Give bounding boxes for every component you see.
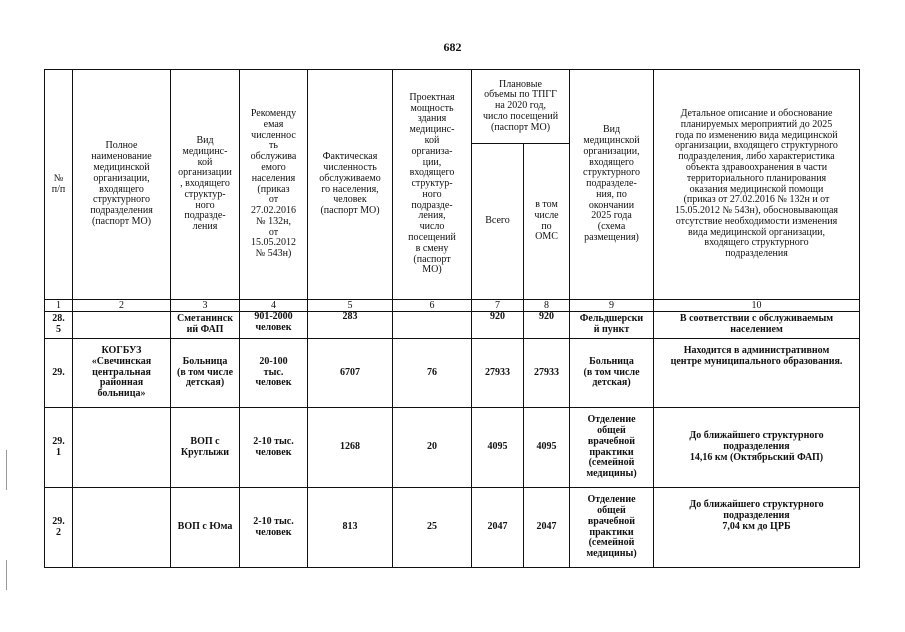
row-recommended-population: 2-10 тыс. человек [240, 488, 308, 568]
header-cell-planned-volumes: Плановые объемы по ТПГГ на 2020 год, число посещений (паспорт МО) [472, 70, 570, 144]
header-row [45, 70, 860, 144]
column-number-row [45, 300, 860, 312]
row-org-name [73, 488, 171, 568]
row-description: Находится в административном центре муниципального образования. [654, 339, 860, 408]
header-cell-org-type: Вид медицинс- кой организации , входящего структур- ного подразде- ления [171, 70, 240, 300]
row-org-name [73, 408, 171, 488]
row-actual-population: 283 [308, 312, 393, 339]
row-total: 4095 [472, 408, 524, 488]
row-design-capacity: 25 [393, 488, 472, 568]
row-total: 2047 [472, 488, 524, 568]
row-recommended-population: 901-2000 человек [240, 312, 308, 339]
row-total: 920 [472, 312, 524, 339]
scan-edge-mark [6, 450, 7, 490]
row-recommended-population: 20-100 тыс. человек [240, 339, 308, 408]
row-design-capacity [393, 312, 472, 339]
table-row [45, 312, 860, 339]
row-oms: 2047 [524, 488, 570, 568]
row-recommended-population: 2-10 тыс. человек [240, 408, 308, 488]
column-number: 5 [308, 300, 393, 312]
header-cell-oms: в том числе по ОМС [524, 144, 570, 300]
column-number: 9 [570, 300, 654, 312]
row-total: 27933 [472, 339, 524, 408]
row-description: В соответствии с обслуживаемым населением [654, 312, 860, 339]
column-number: 10 [654, 300, 860, 312]
row-type-2025: Больница (в том числе детская) [570, 339, 654, 408]
column-number: 4 [240, 300, 308, 312]
row-actual-population: 1268 [308, 408, 393, 488]
row-type-2025: Фельдшерски й пункт [570, 312, 654, 339]
header-cell-number: № п/п [45, 70, 73, 300]
row-org-name [73, 312, 171, 339]
row-org-name: КОГБУЗ «Свечинская центральная районная больница» [73, 339, 171, 408]
row-oms: 4095 [524, 408, 570, 488]
row-type-2025: Отделение общей врачебной практики (семейной медицины) [570, 408, 654, 488]
row-org-type: Больница (в том числе детская) [171, 339, 240, 408]
row-actual-population: 6707 [308, 339, 393, 408]
column-number: 1 [45, 300, 73, 312]
row-number: 29. [45, 339, 73, 408]
column-number: 2 [73, 300, 171, 312]
column-number: 7 [472, 300, 524, 312]
header-cell-org-name: Полное наименование медицинской организации, входящего структурного подразделения (паспорт МО) [73, 70, 171, 300]
row-design-capacity: 76 [393, 339, 472, 408]
row-org-type: ВОП с Круглыжи [171, 408, 240, 488]
table-row [45, 408, 860, 488]
header-cell-type-2025: Вид медицинской организации, входящего структурного подразделе- ния, по окончании 2025 года (схема размещения) [570, 70, 654, 300]
column-number: 6 [393, 300, 472, 312]
row-number: 28. 5 [45, 312, 73, 339]
row-type-2025: Отделение общей врачебной практики (семейной медицины) [570, 488, 654, 568]
header-cell-recommended-population: Рекоменду емая численнос ть обслужива емого населения (приказ от 27.02.2016 № 132н, от 15.05.2012 № 543н) [240, 70, 308, 300]
header-cell-description: Детальное описание и обоснование планируемых мероприятий до 2025 года по изменению вида медицинской организации, входящего структурного подразделения, либо характеристика объекта здравоохранения в части территориального планирования оказания медицинской помощи (приказ от 27.02.2016 № 132н и от 15.05.2012 № 543н), обосновывающая отсутствие необходимости изменения вида медицинской организации, входящего структурного подразделения [654, 70, 860, 300]
row-oms: 920 [524, 312, 570, 339]
table-row [45, 488, 860, 568]
row-org-type: Сметанинск ий ФАП [171, 312, 240, 339]
column-number: 3 [171, 300, 240, 312]
header-cell-design-capacity: Проектная мощность здания медицинс- кой организа- ции, входящего структур- ного подразде- ления, число посещений в смену (паспорт МО) [393, 70, 472, 300]
column-number: 8 [524, 300, 570, 312]
scan-edge-mark [6, 560, 7, 590]
row-design-capacity: 20 [393, 408, 472, 488]
row-number: 29. 1 [45, 408, 73, 488]
row-description: До ближайшего структурного подразделения 7,04 км до ЦРБ [654, 488, 860, 568]
medical-organizations-table [44, 69, 860, 568]
row-org-type: ВОП с Юма [171, 488, 240, 568]
table-row [45, 339, 860, 408]
row-description: До ближайшего структурного подразделения 14,16 км (Октябрьский ФАП) [654, 408, 860, 488]
header-cell-actual-population: Фактическая численность обслуживаемо го населения, человек (паспорт МО) [308, 70, 393, 300]
row-number: 29. 2 [45, 488, 73, 568]
row-actual-population: 813 [308, 488, 393, 568]
row-oms: 27933 [524, 339, 570, 408]
page-number: 682 [443, 40, 462, 54]
header-cell-total: Всего [472, 144, 524, 300]
